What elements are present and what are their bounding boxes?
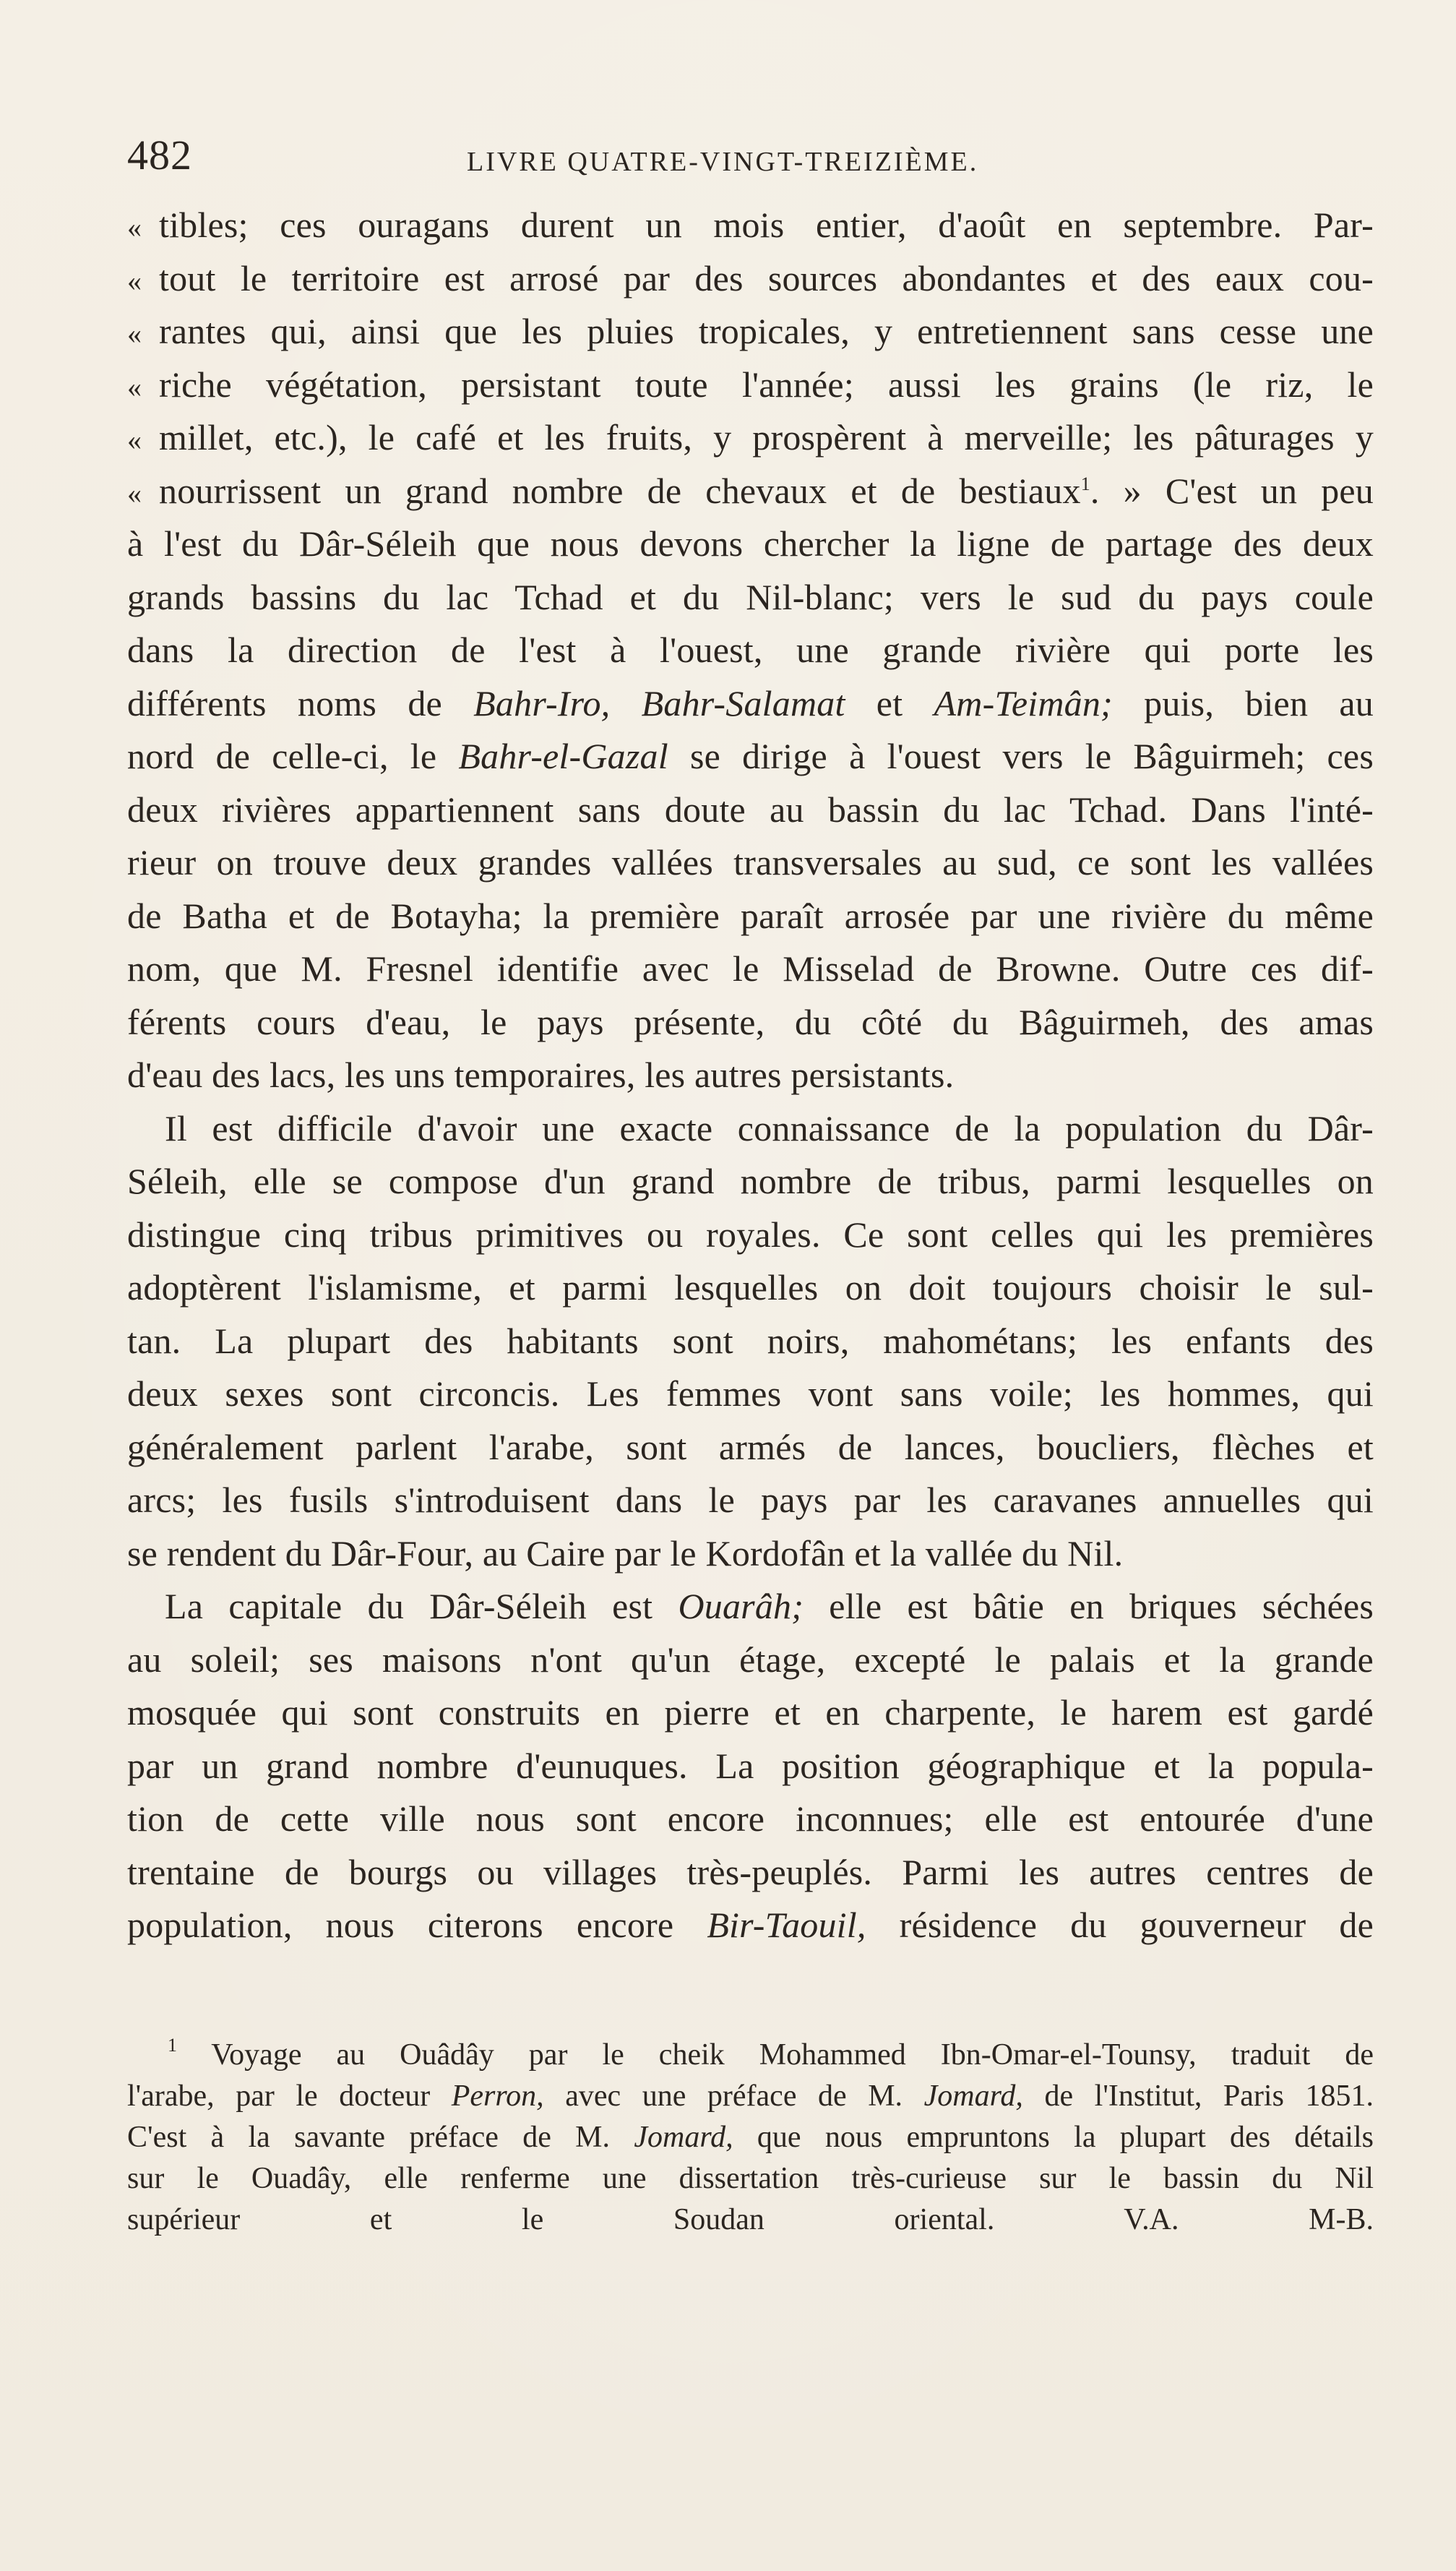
quote-mark: « [127,424,142,456]
footnote-ref: 1 [1080,473,1090,494]
text-run: elle est bâtie en briques séchées [804,1586,1374,1626]
running-title: LIVRE QUATRE-VINGT-TREIZIÈME. [467,147,979,177]
text-run: deux rivières appartiennent sans doute au bassin du lac Tchad. Dans l'inté- [127,789,1374,830]
text-line [127,1740,1374,1793]
text-run: férents cours d'eau, le pays présente, du côté du Bâguirmeh, des amas [127,1001,1374,1042]
text-line [127,1049,1374,1102]
text-run: puis, bien au [1112,682,1374,724]
text-run: millet, etc.), le café et les fruits, y prospèrent à merveille; les pâturages y [159,417,1374,458]
footnote-line [127,2199,1374,2241]
text-run: avec une préface de M. [543,2079,924,2113]
text-line [127,996,1374,1050]
text-line [127,730,1374,784]
italic-text: Bir-Taouil, [707,1905,866,1945]
text-line [127,1155,1374,1209]
text-run: généralement parlent l'arabe, sont armés de lances, boucliers, flèches et [127,1426,1374,1467]
text-run: riche végétation, persistant toute l'année; aussi les grains (le riz, le [159,364,1374,405]
text-line [127,1527,1374,1581]
text-run: par un grand nombre d'eunuques. La position géographique et la popula- [127,1745,1374,1786]
quote-mark: « [127,370,142,403]
italic-text: Am-Teimân; [934,682,1113,724]
text-line [127,252,1374,306]
quote-mark: « [127,211,142,244]
text-run: tan. La plupart des habitants sont noirs, mahométans; les enfants des [127,1320,1374,1361]
text-run: sur le Ouadây, elle renferme une dissertation très-curieuse sur le bassin du Nil [127,2162,1374,2195]
text-run: nord de celle-ci, le [127,736,459,776]
text-run: rieur on trouve deux grandes vallées transversales au sud, ce sont les vallées [127,842,1374,883]
text-run: tibles; ces ouragans durent un mois entier, d'août en septembre. Par- [159,205,1374,245]
text-line [127,677,1374,731]
text-line [127,1209,1374,1262]
text-run: C'est à la savante préface de M. [127,2121,634,2154]
footnote-line [127,2035,1374,2076]
text-line [127,1368,1374,1421]
text-run: d'eau des lacs, les uns temporaires, les autres persistants. [127,1055,955,1095]
text-run: deux sexes sont circoncis. Les femmes vont sans voile; les hommes, qui [127,1373,1374,1414]
text-run: V.A. M-B. [994,2203,1374,2236]
text-run: de Batha et de Botayha; la première paraît arrosée par une rivière du même [127,895,1374,936]
text-run: supérieur et le Soudan oriental. [127,2203,995,2236]
footnotes [127,2035,1374,2241]
text-run: se dirige à l'ouest vers le Bâguirmeh; ces [668,736,1374,776]
text-run: nom, que M. Fresnel identifie avec le Misselad de Browne. Outre ces dif- [127,948,1374,989]
text-line [127,411,1374,465]
text-line [127,836,1374,890]
text-line [127,305,1374,359]
main-text [127,199,1374,1952]
text-run: à l'est du Dâr-Séleih que nous devons chercher la ligne de partage des deux [127,523,1374,564]
text-run: dans la direction de l'est à l'ouest, une grande rivière qui porte les [127,630,1374,670]
text-line [127,1261,1374,1315]
text-run: différents noms de [127,682,474,724]
text-run: . » C'est un peu [1090,470,1374,511]
text-line [127,1899,1374,1952]
quote-mark: « [127,264,142,297]
footnote-line [127,2117,1374,2158]
text-line [127,1580,1374,1634]
text-line [127,1315,1374,1368]
quote-mark: « [127,476,142,510]
text-run: au soleil; ses maisons n'ont qu'un étage, excepté le palais et la grande [127,1639,1374,1680]
text-run: résidence du gouverneur de [866,1905,1374,1945]
text-line [127,518,1374,571]
text-run: trentaine de bourgs ou villages très-peuplés. Parmi les autres centres de [127,1851,1374,1892]
text-run: arcs; les fusils s'introduisent dans le pays par les caravanes annuelles qui [127,1480,1374,1520]
text-line [127,465,1374,518]
text-line [127,1102,1374,1156]
text-run: que nous empruntons la plupart des détails [733,2121,1374,2154]
page-header [127,130,1329,188]
italic-text: Bahr-el-Gazal [458,736,668,776]
text-line [127,1421,1374,1475]
text-line [127,1474,1374,1527]
text-line [127,199,1374,252]
page-number: 482 [127,132,192,179]
text-line [127,624,1374,677]
text-run: population, nous citerons encore [127,1905,707,1945]
text-run: tout le territoire est arrosé par des sources abondantes et des eaux cou- [159,257,1374,299]
text-line [127,890,1374,943]
text-run: La capitale du Dâr-Séleih est [165,1586,679,1626]
text-run: se rendent du Dâr-Four, au Caire par le Kordofân et la vallée du Nil. [127,1532,1124,1574]
text-run: mosquée qui sont construits en pierre et en charpente, le harem est gardé [127,1692,1374,1733]
italic-text: Jomard, [923,2079,1023,2113]
text-line [127,1686,1374,1740]
footnote-ref: 1 [168,2035,177,2056]
footnote-line [127,2158,1374,2199]
italic-text: Jomard, [634,2121,733,2154]
text-run: grands bassins du lac Tchad et du Nil-blanc; vers le sud du pays coule [127,576,1374,617]
text-line [127,1634,1374,1687]
italic-text: Bahr-Iro, Bahr-Salamat [473,682,845,724]
text-run: Voyage au Ouâdây par le cheik Mohammed Ibn-Omar-el-Tounsy, traduit de [177,2038,1374,2072]
text-line [127,784,1374,837]
text-line [127,571,1374,624]
text-run: tion de cette ville nous sont encore inconnues; elle est entourée d'une [127,1798,1374,1839]
text-run: de l'Institut, Paris 1851. [1022,2079,1374,2113]
text-run: Il est difficile d'avoir une exacte connaissance de la population du Dâr- [165,1107,1374,1149]
footnote-line [127,2076,1374,2117]
italic-text: Perron, [451,2079,544,2113]
text-run: et [845,682,934,724]
italic-text: Ouarâh; [678,1586,804,1626]
text-run: rantes qui, ainsi que les pluies tropicales, y entretiennent sans cesse une [159,311,1374,351]
text-run: nourrissent un grand nombre de chevaux et de bestiaux [159,470,1081,511]
text-run: adoptèrent l'islamisme, et parmi lesquelles on doit toujours choisir le sul- [127,1267,1374,1308]
text-run: distingue cinq tribus primitives ou royales. Ce sont celles qui les premières [127,1214,1374,1255]
text-line [127,1846,1374,1900]
text-run: Séleih, elle se compose d'un grand nombre de tribus, parmi lesquelles on [127,1161,1374,1201]
text-line [127,359,1374,412]
text-line [127,1793,1374,1846]
text-run: l'arabe, par le docteur [127,2079,452,2113]
text-line [127,943,1374,996]
quote-mark: « [127,317,142,350]
